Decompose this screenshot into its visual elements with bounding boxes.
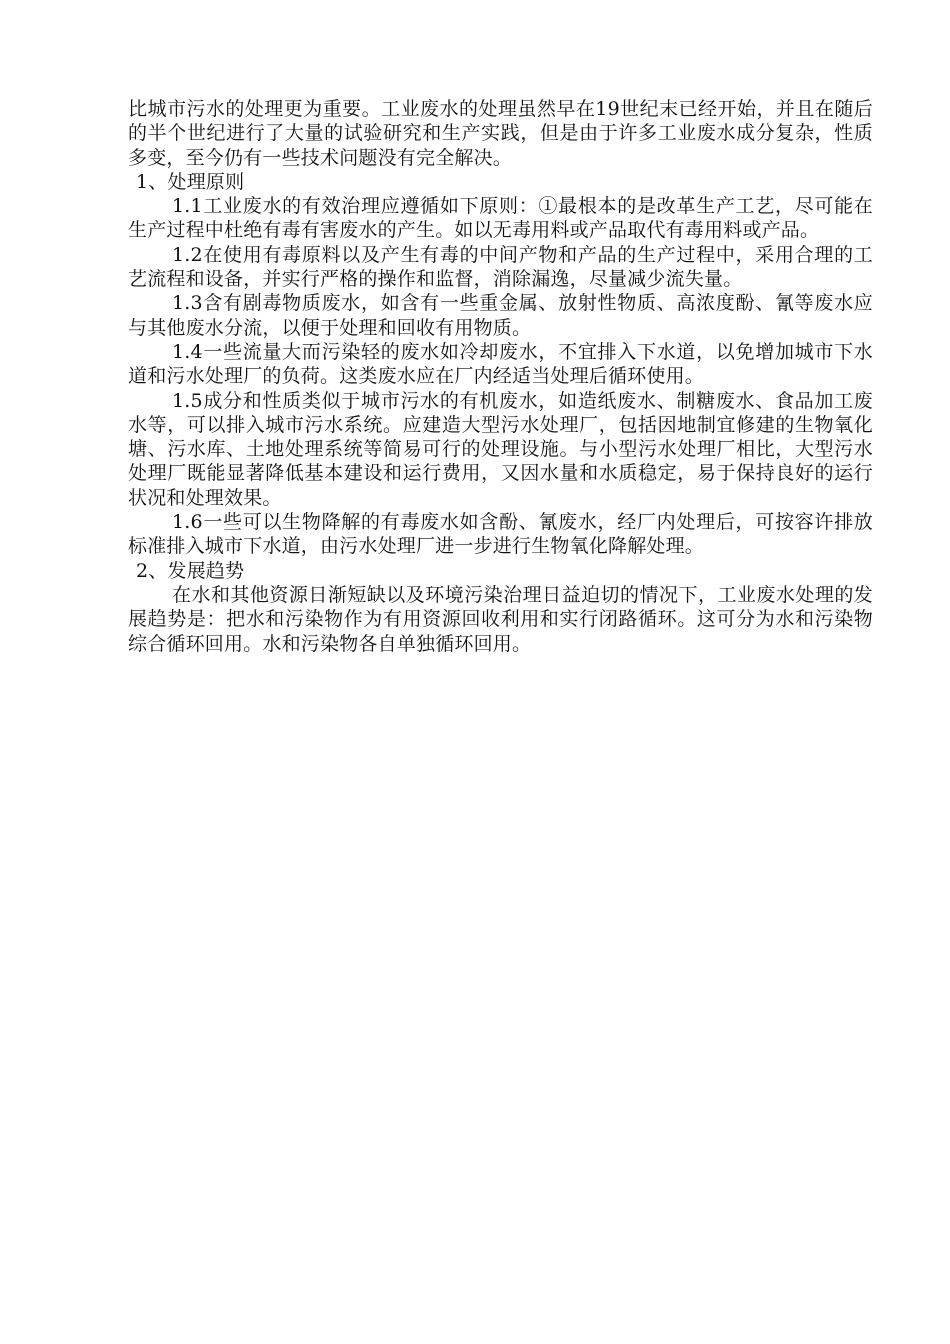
section-1-heading: 1、处理原则 bbox=[136, 170, 245, 193]
paragraph-1-5: 1.5成分和性质类似于城市污水的有机废水，如造纸废水、制糖废水、食品加工废水等，可以排入城市污水系统。应建造大型污水处理厂，包括因地制宜修建的生物氧化塘、污水库、土地处理系统等简易可行的处理设施。与小型污水处理厂相比，大型污水处理厂既能显著降低基本建设和运行费用，又因水量和水质稳定，易于保持良好的运行状况和处理效果。 bbox=[128, 389, 873, 509]
intro-paragraph: 比城市污水的处理更为重要。工业废水的处理虽然早在19世纪末已经开始，并且在随后的半个世纪进行了大量的试验研究和生产实践，但是由于许多工业废水成分复杂，性质多变，至今仍有一些技术问题没有完全解决。 bbox=[128, 98, 873, 169]
section-2-heading: 2、发展趋势 bbox=[136, 559, 245, 582]
paragraph-1-3: 1.3含有剧毒物质废水，如含有一些重金属、放射性物质、高浓度酚、氰等废水应与其他废水分流，以便于处理和回收有用物质。 bbox=[128, 292, 873, 339]
paragraph-1-4: 1.4一些流量大而污染轻的废水如冷却废水，不宜排入下水道，以免增加城市下水道和污水处理厂的负荷。这类废水应在厂内经适当处理后循环使用。 bbox=[128, 340, 873, 388]
document-body bbox=[128, 97, 873, 656]
paragraph-2-1: 在水和其他资源日渐短缺以及环境污染治理日益迫切的情况下，工业废水处理的发展趋势是：把水和污染物作为有用资源回收利用和实行闭路循环。这可分为水和污染物综合循环回用。水和污染物各自单独循环回用。 bbox=[128, 583, 873, 655]
paragraph-1-1: 1.1工业废水的有效治理应遵循如下原则：①最根本的是改革生产工艺，尽可能在生产过程中杜绝有毒有害废水的产生。如以无毒用料或产品取代有毒用料或产品。 bbox=[128, 195, 873, 242]
paragraph-1-2: 1.2在使用有毒原料以及产生有毒的中间产物和产品的生产过程中，采用合理的工艺流程和设备，并实行严格的操作和监督，消除漏逸，尽量减少流失量。 bbox=[128, 243, 873, 291]
paragraph-1-6: 1.6一些可以生物降解的有毒废水如含酚、氰废水，经厂内处理后，可按容许排放标准排入城市下水道，由污水处理厂进一步进行生物氧化降解处理。 bbox=[128, 511, 873, 558]
